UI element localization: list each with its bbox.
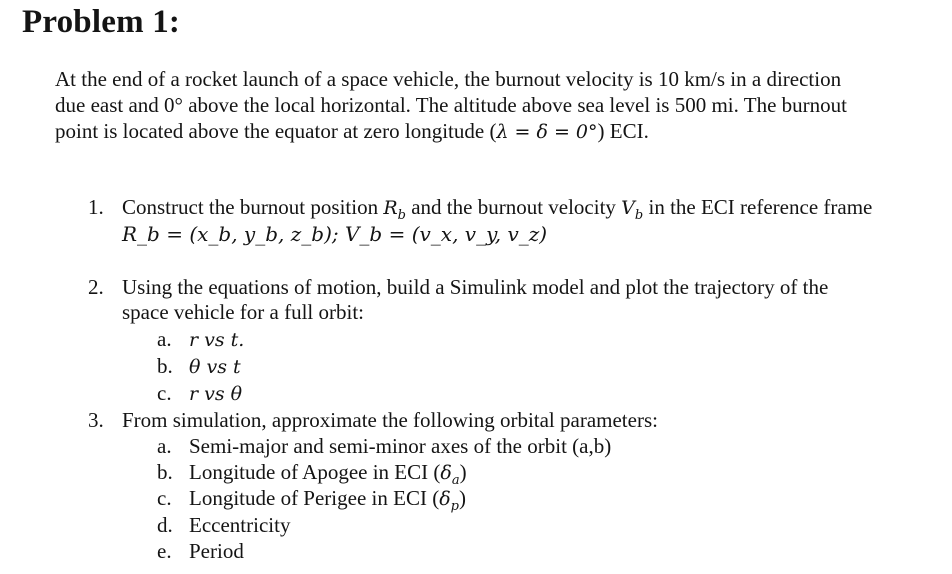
perigee-longitude-symbol: $\delta_p$ [439,488,459,514]
question-2: 2. Using the equations of motion, build a Simulink model and plot the trajectory of the [88,275,829,299]
question-3d: d. Eccentricity [157,513,291,537]
eci-vector-equations: R_b = (x_b, y_b, z_b); V_b = (v_x, v_y, v_z) [122,222,548,246]
question-3a: a. Semi-major and semi-minor axes of the orbit (a,b) [157,434,612,458]
question-3e: e. Period [157,539,244,563]
question-2-continued: space vehicle for a full orbit: [122,300,364,324]
question-3b: b. Longitude of Apogee in ECI $(\delta_a)$ [157,460,467,488]
problem-statement [55,66,935,145]
statement-line-3: point is located above the equator at zero longitude (λ = δ = 0°) ECI. [55,119,649,143]
statement-line-2: due east and 0° above the local horizontal. The altitude above sea level is 500 mi. The burnout [55,93,847,117]
problem-title: Problem 1: [22,4,181,40]
statement-line-1: At the end of a rocket launch of a space vehicle, the burnout velocity is 10 km/s in a direction [55,67,842,91]
question-2c: c. r vs θ [157,381,243,405]
lambda-delta-equation: λ = δ = 0° [496,121,598,143]
question-3: 3. From simulation, approximate the following orbital parameters: [88,408,658,432]
burnout-velocity-symbol: $V_b$ [621,197,644,223]
question-3c: c. Longitude of Perigee in ECI $(\delta_p)$ [157,486,466,514]
burnout-position-symbol: $R_b$ [383,197,406,223]
question-2b: b. θ vs t [157,354,241,378]
apogee-longitude-symbol: $\delta_a$ [440,462,460,488]
question-1: 1. Construct the burnout position $R_b$ and the burnout velocity $V_b$ in the ECI reference frame [88,195,873,223]
question-2a: a. r vs t. [157,327,245,351]
